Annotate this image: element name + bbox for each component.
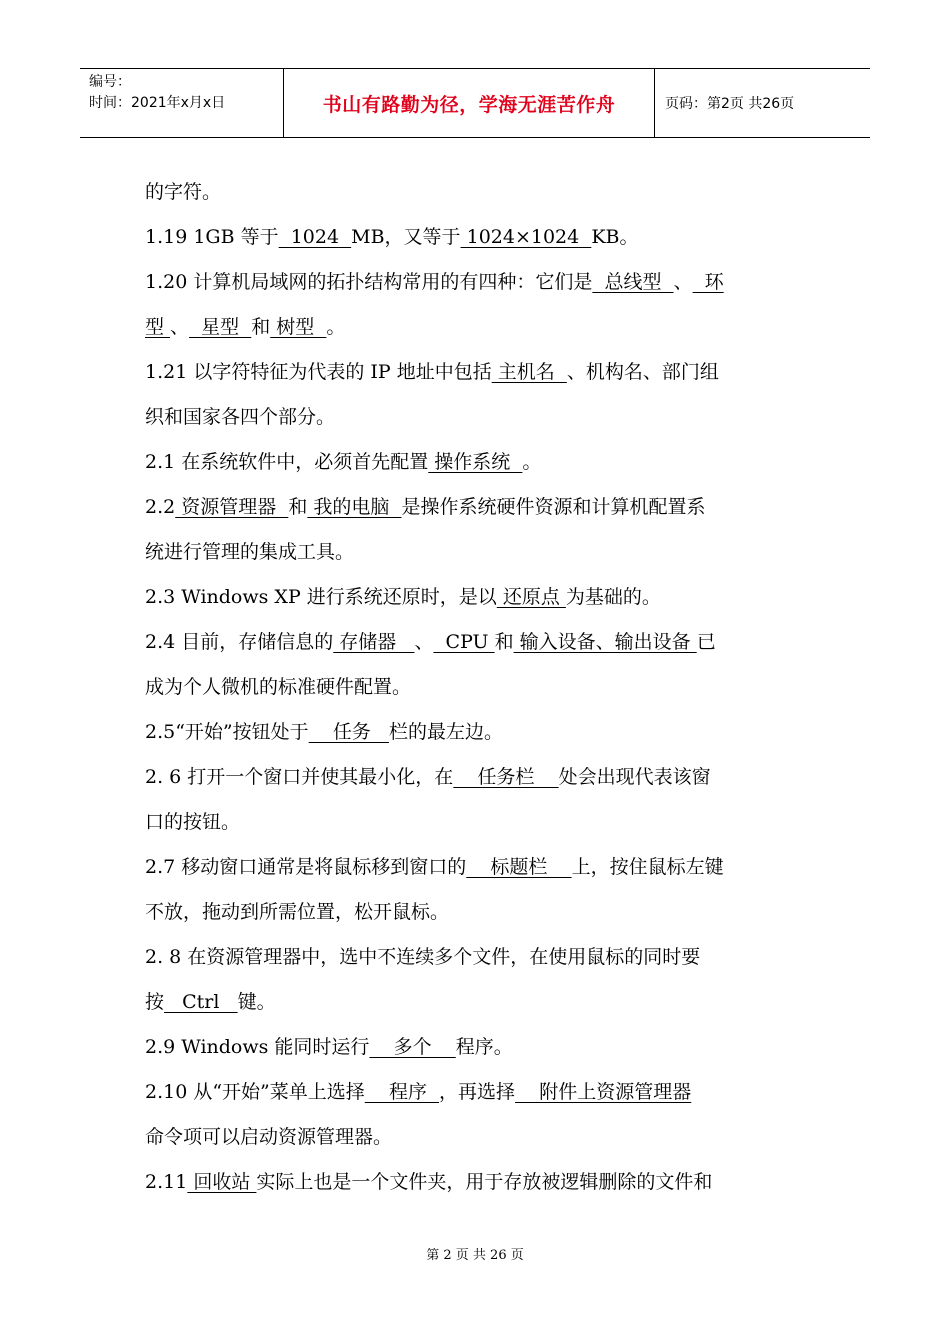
text-line xyxy=(145,1025,810,1070)
text-segment: 和 xyxy=(494,631,514,653)
text-segment: 口的按钮。 xyxy=(145,811,241,833)
answer-blank: 资源管理器 xyxy=(175,496,289,518)
document-body xyxy=(145,170,810,1205)
text-line xyxy=(145,395,810,440)
answer-blank: 1024 xyxy=(278,226,352,248)
answer-blank: 存储器 xyxy=(333,631,415,653)
answer-blank: 1024×1024 xyxy=(460,226,592,248)
text-segment: 织和国家各四个部分。 xyxy=(145,406,336,428)
text-line xyxy=(145,440,810,485)
text-line xyxy=(145,890,810,935)
text-segment: 、 xyxy=(414,631,434,653)
answer-blank: 操作系统 xyxy=(428,451,523,473)
text-segment: KB。 xyxy=(591,226,639,248)
text-segment: 已 xyxy=(696,631,716,653)
text-line xyxy=(145,800,810,845)
answer-blank: 附件上资源管理器 xyxy=(515,1081,692,1103)
text-line xyxy=(145,215,810,260)
text-line xyxy=(145,935,810,980)
answer-blank: 星型 xyxy=(189,316,252,338)
text-line xyxy=(145,665,810,710)
text-segment: 栏的最左边。 xyxy=(388,721,503,743)
answer-blank: 任务 xyxy=(308,721,389,743)
text-line xyxy=(145,620,810,665)
text-segment: 、机构名、部门组 xyxy=(566,361,719,383)
answer-blank: 主机名 xyxy=(491,361,567,383)
text-segment: 统进行管理的集成工具。 xyxy=(145,541,355,563)
text-segment: 1.21 以字符特征为代表的 IP 地址中包括 xyxy=(145,361,492,383)
text-segment: MB，又等于 xyxy=(351,226,461,248)
page-footer: 第 2 页 共 26 页 xyxy=(426,1248,524,1263)
text-segment: 程序。 xyxy=(455,1036,513,1058)
header-meta xyxy=(80,69,283,137)
text-segment: 为基础的。 xyxy=(565,586,661,608)
text-line xyxy=(145,530,810,575)
text-line xyxy=(145,575,810,620)
text-segment: 2. 6 打开一个窗口并使其最小化，在 xyxy=(145,766,454,788)
answer-blank: 任务栏 xyxy=(453,766,559,788)
text-line xyxy=(145,755,810,800)
text-segment: 2.9 Windows 能同时运行 xyxy=(145,1036,370,1058)
text-segment: 2.1 在系统软件中，必须首先配置 xyxy=(145,451,429,473)
text-line xyxy=(145,1115,810,1160)
answer-blank: 我的电脑 xyxy=(307,496,402,518)
text-segment: 的字符。 xyxy=(145,181,222,203)
answer-blank: 程序 xyxy=(364,1081,440,1103)
text-segment: 、 xyxy=(673,271,693,293)
text-segment: 1.20 计算机局域网的拓扑结构常用的有四种：它们是 xyxy=(145,271,593,293)
text-line xyxy=(145,350,810,395)
answer-blank: 输入设备、输出设备 xyxy=(513,631,697,653)
text-segment: 按 xyxy=(145,991,165,1013)
text-segment: 2.4 目前，存储信息的 xyxy=(145,631,334,653)
text-line xyxy=(145,710,810,755)
text-segment: 1.19 1GB 等于 xyxy=(145,226,279,248)
text-segment: 2.5“开始”按钮处于 xyxy=(145,721,309,743)
answer-blank: 树型 xyxy=(270,316,327,338)
answer-blank: 总线型 xyxy=(592,271,674,293)
text-segment: 2.2 xyxy=(145,496,176,518)
page-header xyxy=(80,68,870,138)
header-motto: 书山有路勤为径，学海无涯苦作舟 xyxy=(283,69,655,137)
text-segment: 不放，拖动到所需位置，松开鼠标。 xyxy=(145,901,450,923)
number-label: 编号： xyxy=(89,74,131,90)
text-segment: 2.11 xyxy=(145,1171,188,1193)
text-segment: 是操作系统硬件资源和计算机配置系 xyxy=(401,496,706,518)
answer-blank: 多个 xyxy=(369,1036,456,1058)
header-page-info: 页码：第2页 共26页 xyxy=(665,96,795,112)
answer-blank: 还原点 xyxy=(496,586,566,608)
text-segment: 2.10 从“开始”菜单上选择 xyxy=(145,1081,365,1103)
text-segment: 命令项可以启动资源管理器。 xyxy=(145,1126,393,1148)
text-line xyxy=(145,305,810,350)
text-segment: 2. 8 在资源管理器中，选中不连续多个文件，在使用鼠标的同时要 xyxy=(145,946,701,968)
answer-blank: Ctrl xyxy=(164,991,238,1013)
text-segment: 上，按住鼠标左键 xyxy=(571,856,724,878)
text-segment: 2.7 移动窗口通常是将鼠标移到窗口的 xyxy=(145,856,467,878)
answer-blank: CPU xyxy=(433,631,495,653)
text-segment: 成为个人微机的标准硬件配置。 xyxy=(145,676,412,698)
answer-blank: 标题栏 xyxy=(466,856,572,878)
answer-blank: 型 xyxy=(145,316,171,338)
text-line xyxy=(145,1160,810,1205)
text-segment: 2.3 Windows XP 进行系统还原时，是以 xyxy=(145,586,497,608)
text-line xyxy=(145,170,810,215)
text-segment: 。 xyxy=(522,451,542,473)
text-line xyxy=(145,260,810,305)
text-segment: 和 xyxy=(251,316,271,338)
text-segment: 键。 xyxy=(237,991,276,1013)
text-segment: 处会出现代表该窗 xyxy=(558,766,711,788)
text-line xyxy=(145,980,810,1025)
text-line xyxy=(145,1070,810,1115)
date-label: 时间：2021年x月x日 xyxy=(89,95,226,111)
text-line xyxy=(145,485,810,530)
text-segment: 。 xyxy=(326,316,346,338)
text-segment: 、 xyxy=(170,316,190,338)
text-line xyxy=(145,845,810,890)
answer-blank: 回收站 xyxy=(187,1171,257,1193)
text-segment: ，再选择 xyxy=(439,1081,516,1103)
text-segment: 和 xyxy=(288,496,308,518)
answer-blank: 环 xyxy=(692,271,724,293)
text-segment: 实际上也是一个文件夹，用于存放被逻辑删除的文件和 xyxy=(256,1171,713,1193)
